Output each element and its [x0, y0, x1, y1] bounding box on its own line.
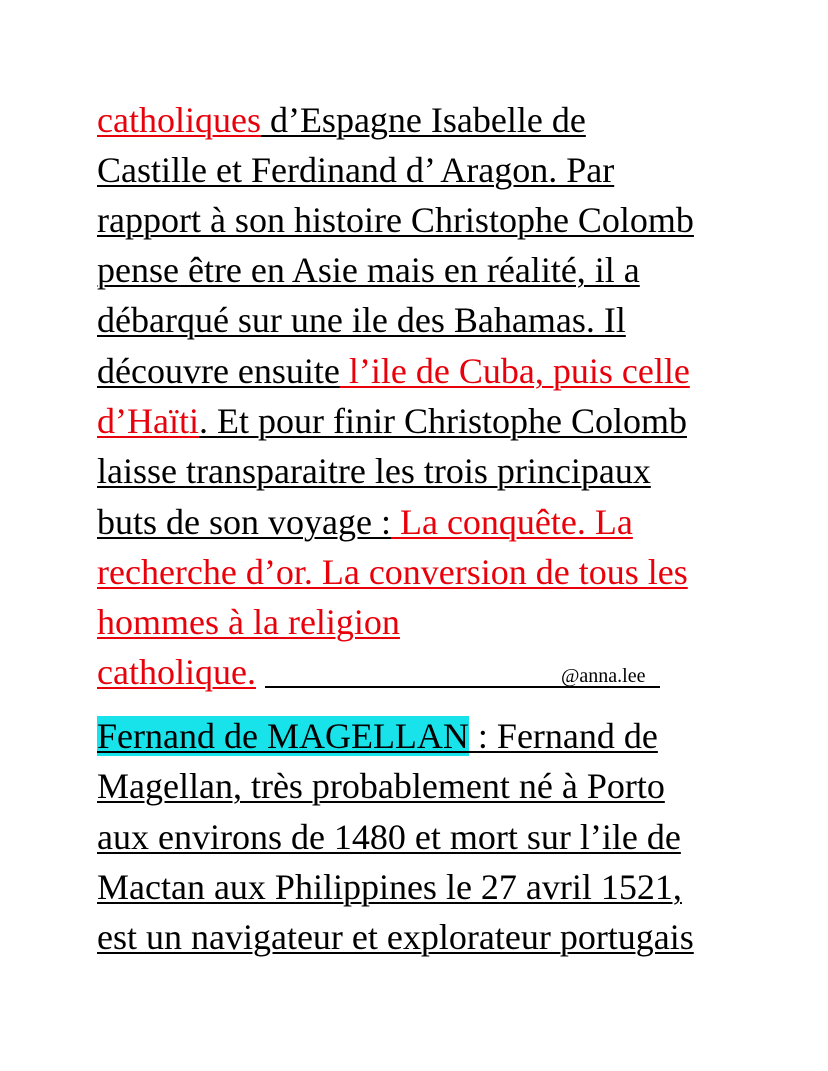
- text-line-6: [97, 349, 690, 393]
- text-line-1: [97, 98, 586, 142]
- line-text: Castille et Ferdinand d’ Aragon. Par: [97, 150, 615, 190]
- author-handle: @anna.lee: [561, 665, 646, 687]
- line-text: laisse transparaitre les trois principaux: [97, 451, 651, 491]
- text-line-14: [97, 764, 665, 808]
- text-line-12: [97, 650, 256, 694]
- text-line-13: [97, 714, 658, 758]
- highlight-magellan: Fernand de MAGELLAN: [97, 716, 469, 756]
- keyword-hommes: hommes à la religion: [97, 602, 400, 642]
- line-text: est un navigateur et explorateur portugais: [97, 917, 694, 957]
- text-line-11: [97, 600, 400, 644]
- text-line-5: [97, 298, 626, 342]
- keyword-cuba-haiti: l’ile de Cuba, puis celle: [339, 351, 690, 391]
- line-text: découvre ensuite: [97, 351, 340, 391]
- line-text: aux environs de 1480 et mort sur l’ile de: [97, 817, 681, 857]
- line-text: : Fernand de: [468, 716, 658, 756]
- line-text: rapport à son histoire Christophe Colomb: [97, 200, 694, 240]
- text-line-15: [97, 815, 681, 859]
- text-line-17: [97, 915, 694, 959]
- keyword-recherche: recherche d’or. La conversion de tous les: [97, 552, 688, 592]
- text-line-3: [97, 198, 694, 242]
- line-text: Magellan, très probablement né à Porto: [97, 766, 665, 806]
- keyword-catholique: catholique.: [97, 652, 256, 692]
- line-text: pense être en Asie mais en réalité, il a: [97, 250, 640, 290]
- line-text: débarqué sur une ile des Bahamas. Il: [97, 300, 626, 340]
- keyword-haiti: d’Haïti: [97, 401, 199, 441]
- keyword-catholiques: catholiques: [97, 100, 261, 140]
- keyword-conquete: La conquête. La: [390, 502, 633, 542]
- line-text: buts de son voyage :: [97, 502, 391, 542]
- text-line-16: [97, 865, 682, 909]
- text-line-7: [97, 399, 687, 443]
- text-line-9: [97, 500, 633, 544]
- text-line-8: [97, 449, 651, 493]
- line-text: d’Espagne Isabelle de: [260, 100, 586, 140]
- text-line-4: [97, 248, 640, 292]
- text-line-2: [97, 148, 614, 192]
- line-text: . Et pour finir Christophe Colomb: [198, 401, 687, 441]
- text-line-10: [97, 550, 688, 594]
- line-text: Mactan aux Philippines le 27 avril 1521,: [97, 867, 682, 907]
